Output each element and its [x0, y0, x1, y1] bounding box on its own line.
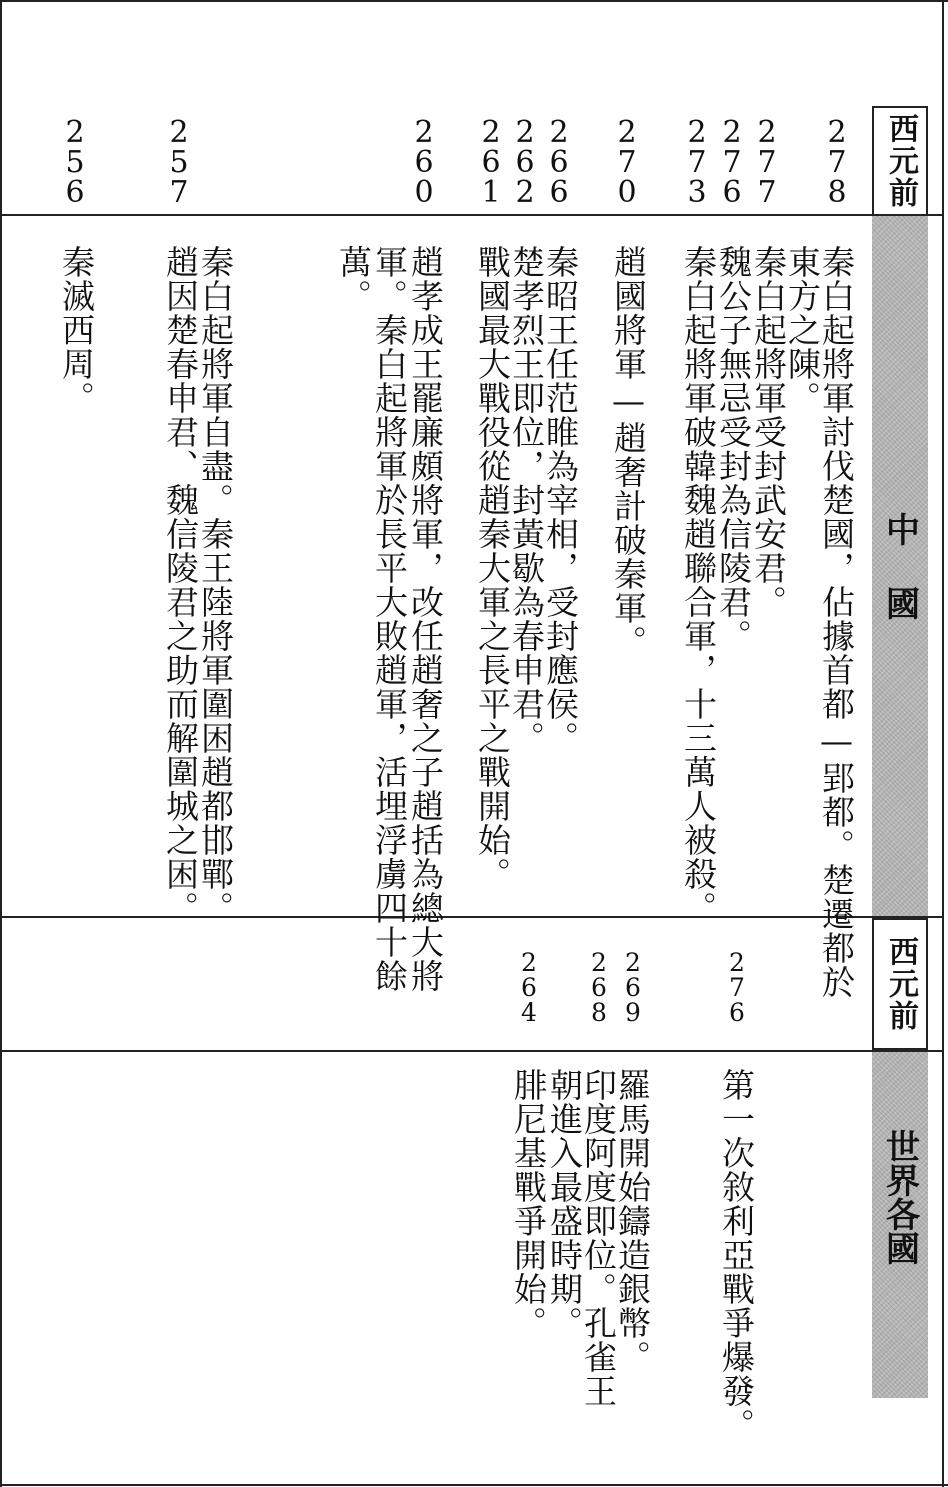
left-border — [0, 0, 2, 1487]
world-header-divider — [0, 1050, 944, 1052]
china-band-label: 中 國 — [879, 512, 920, 620]
entry-270: 趙國將軍—趙奢計破秦軍。 — [609, 245, 648, 659]
entry-276: 魏公子無忌受封為信陵君。 — [714, 245, 753, 653]
entry-262: 楚孝烈王即位，封黃歇為春申君。 — [507, 245, 546, 755]
year-261: 2 6 1 — [481, 115, 501, 210]
entry-260-line1: 趙孝成王罷廉頗將軍，改任趙奢之子趙括為總大將 — [406, 245, 445, 993]
world-era-label: 西元前 — [872, 918, 928, 1050]
year-276: 2 7 6 — [722, 115, 742, 210]
year-270: 2 7 0 — [617, 115, 637, 210]
world-entry-269: 羅馬開始鑄造銀幣。 — [613, 1068, 652, 1374]
china-era-label: 西元前 — [872, 106, 928, 216]
world-entry-268-line2: 朝進入最盛時期。 — [545, 1068, 584, 1340]
right-border — [942, 0, 944, 1487]
world-section-band — [872, 1052, 928, 1398]
year-277: 2 7 7 — [757, 115, 777, 210]
year-266: 2 6 6 — [549, 115, 569, 210]
entry-278-line2: 東方之陳。 — [783, 245, 822, 415]
world-year-268: 2 6 8 — [591, 948, 607, 1027]
bottom-border — [0, 1484, 948, 1486]
entry-257-line2: 趙因楚春申君、魏信陵君之助而解圍城之困。 — [161, 245, 200, 925]
china-section-band — [872, 216, 928, 916]
top-border — [0, 0, 948, 2]
year-256: 2 5 6 — [65, 115, 85, 210]
entry-273: 秦白起將軍破韓魏趙聯合軍，十三萬人被殺。 — [679, 245, 718, 925]
world-entry-268-line1: 印度阿度即位。孔雀王 — [579, 1068, 618, 1408]
section-divider — [0, 916, 944, 918]
world-year-264: 2 6 4 — [521, 948, 537, 1027]
entry-260-line2: 軍。秦白起將軍於長平大敗趙軍，活埋浮虜四十餘 — [370, 245, 409, 993]
year-278: 2 7 8 — [827, 115, 847, 210]
world-entry-276: 第一次敘利亞戰爭爆發。 — [717, 1068, 756, 1442]
world-year-276: 2 7 6 — [729, 948, 745, 1027]
entry-266: 秦昭王任范睢為宰相，受封應侯。 — [541, 245, 580, 755]
entry-257-line1: 秦白起將軍自盡。秦王陸將軍圍困趙都邯鄲。 — [196, 245, 235, 925]
china-header-divider — [0, 214, 944, 216]
entry-256: 秦滅西周。 — [57, 245, 96, 415]
entry-278-line1: 秦白起將軍討伐楚國，佔據首都—郢都。楚遷都於 — [817, 245, 856, 999]
year-260: 2 6 0 — [414, 115, 434, 210]
world-entry-264: 腓尼基戰爭開始。 — [509, 1068, 548, 1340]
entry-260-line3: 萬。 — [334, 245, 373, 313]
year-273: 2 7 3 — [687, 115, 707, 210]
entry-261: 戰國最大戰役從趙秦大軍之長平之戰開始。 — [473, 245, 512, 891]
entry-277: 秦白起將軍受封武安君。 — [749, 245, 788, 619]
world-year-269: 2 6 9 — [625, 948, 641, 1027]
year-262: 2 6 2 — [515, 115, 535, 210]
world-band-label: 世界各國 — [879, 1129, 920, 1265]
year-257: 2 5 7 — [169, 115, 189, 210]
